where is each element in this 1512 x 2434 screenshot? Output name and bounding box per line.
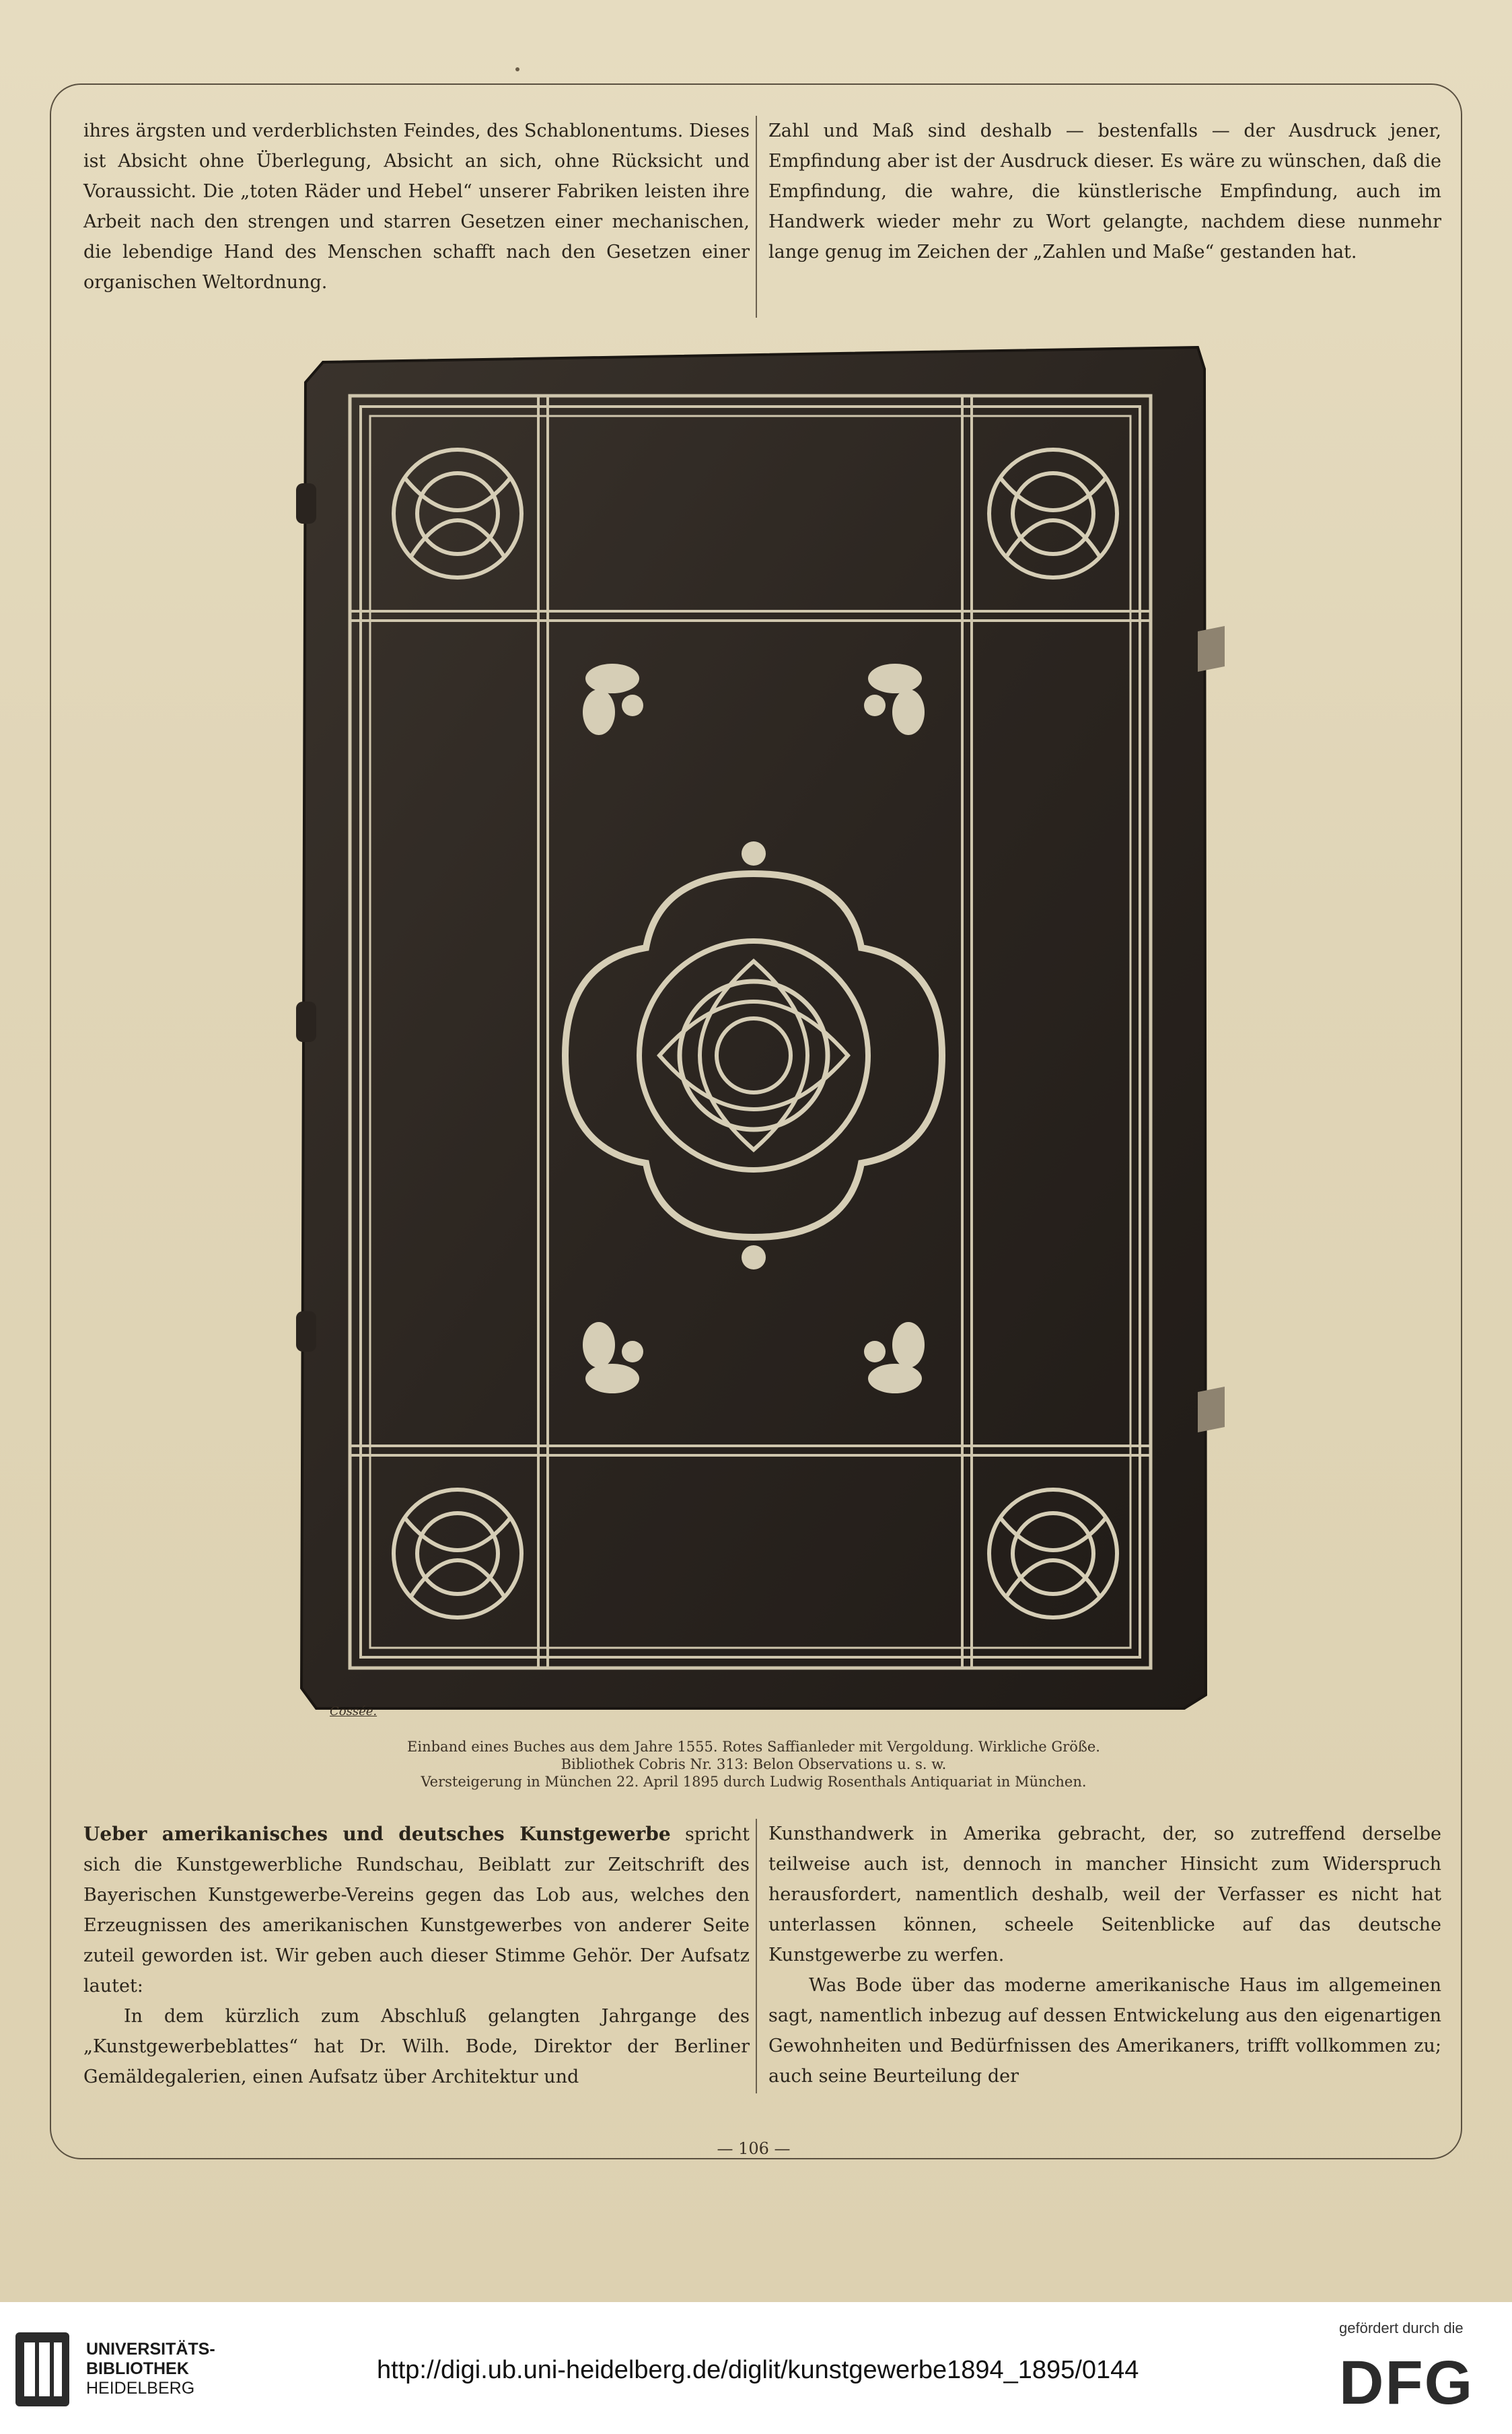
digitization-footer — [0, 2302, 1512, 2434]
spine-band — [296, 1002, 316, 1042]
medallion-finial — [742, 1245, 766, 1270]
top-right-column — [768, 116, 1441, 267]
bottom-right-column — [768, 1819, 1441, 2091]
spine-band — [296, 1311, 316, 1352]
top-left-column — [83, 116, 750, 298]
library-name-line: BIBLIOTHEK — [86, 2359, 189, 2378]
clasp — [1198, 1385, 1225, 1432]
caption-line: Bibliothek Cobris Nr. 313: Belon Observations u. s. w. — [561, 1756, 947, 1772]
engraver-signature: Cossée. — [330, 1704, 377, 1718]
bottom-left-column — [83, 1819, 750, 2092]
column-rule-bottom — [756, 1819, 757, 2093]
article-heading: Ueber amerikanisches und deutsches Kunstgewerbe — [83, 1823, 671, 1845]
clasp — [1198, 625, 1225, 672]
figure-caption — [202, 1738, 1305, 1790]
funding-label: gefördert durch die — [1339, 2320, 1464, 2336]
book-binding-illustration — [296, 342, 1225, 1715]
top-left-paragraph: ihres ärgsten und verderblichsten Feindes, des Schablonentums. Dieses ist Absicht ohne Überlegung, Absicht an sich, ohne Rücksicht und Voraussicht. Die „toten Räder und Hebel“ unserer Fabriken leisten ihre Arbeit nach den strengen und starren Gesetzen einer mechanischen, die lebendige Hand des Menschen schafft nach den Gesetzen einer organischen Weltordnung. — [83, 120, 750, 293]
article-paragraph: In dem kürzlich zum Abschluß gelangten Jahrgange des „Kunstgewerbeblattes“ hat Dr. Wilh. Bode, Direktor der Berliner Gemäldegalerien, einen Aufsatz über Architektur und — [83, 2006, 750, 2087]
page-number: — 106 — — [717, 2139, 791, 2158]
top-right-paragraph: Zahl und Maß sind deshalb — bestenfalls — der Ausdruck jener, Empfindung aber ist der Ausdruck dieser. Es wäre zu wünschen, daß die Empfindung, die wahre, die künstlerische Empfindung, auch im Handwerk wieder mehr zu Wort gelangte, nachdem diese nunmehr lange genug im Zeichen der „Zahlen und Maße“ gestanden hat. — [768, 120, 1441, 263]
ink-spot — [515, 67, 519, 71]
caption-line: Versteigerung in München 22. April 1895 durch Ludwig Rosenthals Antiquariat in München. — [421, 1774, 1087, 1790]
article-paragraph — [83, 1819, 750, 2001]
article-paragraph: Was Bode über das moderne amerikanische Haus im allgemeinen sagt, namentlich inbezug auf dessen Entwickelung aus den eigenartigen Gewohnheiten und Bedürfnissen des Amerikaners, trifft vollkommen zu; auch seine Beurteilung der — [768, 1975, 1441, 2087]
dfg-logo: DFG — [1339, 2349, 1474, 2417]
caption-line: Einband eines Buches aus dem Jahre 1555. Rotes Saffianleder mit Vergoldung. Wirkliche Größe. — [407, 1739, 1100, 1755]
library-name — [86, 2340, 215, 2398]
spine-band — [296, 483, 316, 524]
permalink-url[interactable]: http://digi.ub.uni-heidelberg.de/diglit/kunstgewerbe1894_1895/0144 — [377, 2356, 1139, 2384]
university-library-logo-icon — [12, 2329, 73, 2410]
library-name-line: UNIVERSITÄTS- — [86, 2340, 215, 2359]
article-text: spricht sich die Kunstgewerbliche Rundschau, Beiblatt zur Zeitschrift des Bayerischen Kunstgewerbe-Vereins gegen das Lob aus, welches den Erzeugnissen des amerikanischen Kunstgewerbes von anderer Seite zuteil geworden ist. Wir geben auch dieser Stimme Gehör. Der Aufsatz lautet: — [83, 1824, 750, 1996]
article-paragraph: Kunsthandwerk in Amerika gebracht, der, so zutreffend derselbe teilweise auch ist, dennoch in mancher Hinsicht zum Widerspruch herausfordert, namentlich deshalb, weil der Verfasser es nicht hat unterlassen können, scheele Seitenblicke auf das deutsche Kunstgewerbe zu werfen. — [768, 1823, 1441, 1966]
library-name-line: HEIDELBERG — [86, 2379, 195, 2398]
medallion-finial — [742, 841, 766, 866]
column-rule-top — [756, 116, 757, 318]
